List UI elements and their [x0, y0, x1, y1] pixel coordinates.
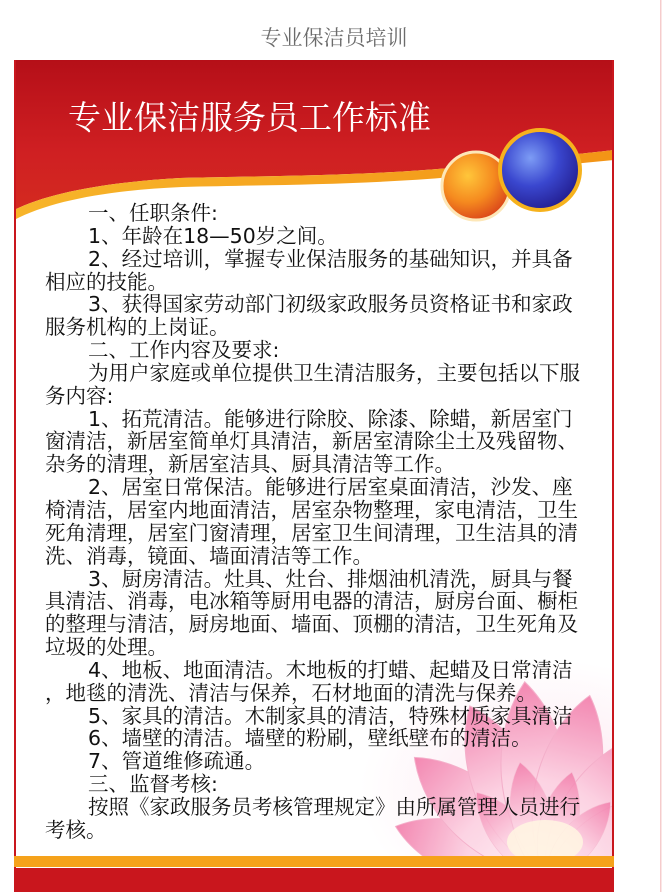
paragraph [45, 705, 610, 728]
text-line: 2、居室日常保洁。能够进行居室桌面清洁，沙发、座 [88, 475, 573, 500]
text-line: 的整理与清洁，厨房地面、墙面、顶棚的清洁，卫生死角及 [45, 612, 578, 637]
text-line: 考核。 [45, 817, 107, 842]
text-line: 4、地板、地面清洁。木地板的打蜡、起蜡及日常清洁 [88, 657, 573, 682]
paragraph [45, 293, 610, 339]
paragraph [45, 476, 610, 567]
paragraph [45, 727, 610, 750]
text-line: 3、厨房清洁。灶具、灶台、排烟油机清洗，厨具与餐 [88, 566, 573, 591]
text-line: 椅清洁，居室内地面清洁，居室杂物整理，家电清洁，卫生 [45, 497, 578, 522]
text-line: 为用户家庭或单位提供卫生清洁服务，主要包括以下服 [88, 360, 581, 385]
text-line: 死角清理，居室门窗清理，居室卫生间清理，卫生洁具的清 [45, 520, 578, 545]
bottom-red-band [14, 868, 614, 892]
paragraph [45, 773, 610, 796]
paragraph [45, 225, 610, 248]
text-line: 洗、消毒，镜面、墙面清洁等工作。 [45, 543, 373, 568]
text-line: 三、监督考核: [88, 772, 218, 797]
text-line: 5、家具的清洁。木制家具的清洁，特殊材质家具清洁 [88, 703, 573, 728]
text-line: 务内容: [45, 383, 114, 408]
text-line: 1、年龄在18—50岁之间。 [88, 223, 338, 248]
text-line: 二、工作内容及要求: [88, 338, 280, 363]
page-title: 专业保洁员培训 [260, 26, 408, 50]
text-line: 2、经过培训，掌握专业保洁服务的基础知识，并具备 [88, 246, 573, 271]
text-line: 相应的技能。 [45, 269, 168, 294]
right-edge-line [660, 0, 662, 892]
text-line: 杂务的清理，新居室洁具、厨具清洁等工作。 [45, 452, 455, 477]
text-line: 7、管道维修疏通。 [88, 749, 266, 774]
text-line: 6、墙壁的清洁。墙壁的粉刷，壁纸壁布的清洁。 [88, 726, 532, 751]
paragraph [45, 750, 610, 773]
poster-right-border [612, 60, 614, 892]
paragraph [45, 659, 610, 705]
poster-title: 专业保洁服务员工作标准 [68, 98, 431, 137]
text-line: 具清洁、消毒，电冰箱等厨用电器的清洁，厨房台面、橱柜 [45, 589, 578, 614]
paragraph [45, 362, 610, 408]
poster-left-border [14, 60, 16, 892]
bottom-orange-stripe [14, 856, 614, 867]
paragraph [45, 202, 610, 225]
text-line: 按照《家政服务员考核管理规定》由所属管理人员进行 [88, 794, 581, 819]
text-line: 一、任职条件: [88, 201, 218, 225]
paragraph [45, 248, 610, 294]
poster-body-text [45, 202, 610, 842]
text-line: 垃圾的处理。 [45, 635, 168, 660]
paragraph [45, 568, 610, 659]
paragraph [45, 796, 610, 842]
text-line: ，地毯的清洗、清洁与保养，石材地面的清洗与保养。 [45, 680, 537, 705]
blue-circle [500, 130, 580, 210]
paragraph [45, 339, 610, 362]
paragraph [45, 408, 610, 477]
text-line: 3、获得国家劳动部门初级家政服务员资格证书和家政 [88, 292, 573, 317]
text-line: 窗清洁，新居室简单灯具清洁，新居室清除尘土及残留物、 [45, 429, 578, 454]
text-line: 1、拓荒清洁。能够进行除胶、除漆、除蜡，新居室门 [88, 406, 573, 431]
text-line: 服务机构的上岗证。 [45, 315, 230, 340]
